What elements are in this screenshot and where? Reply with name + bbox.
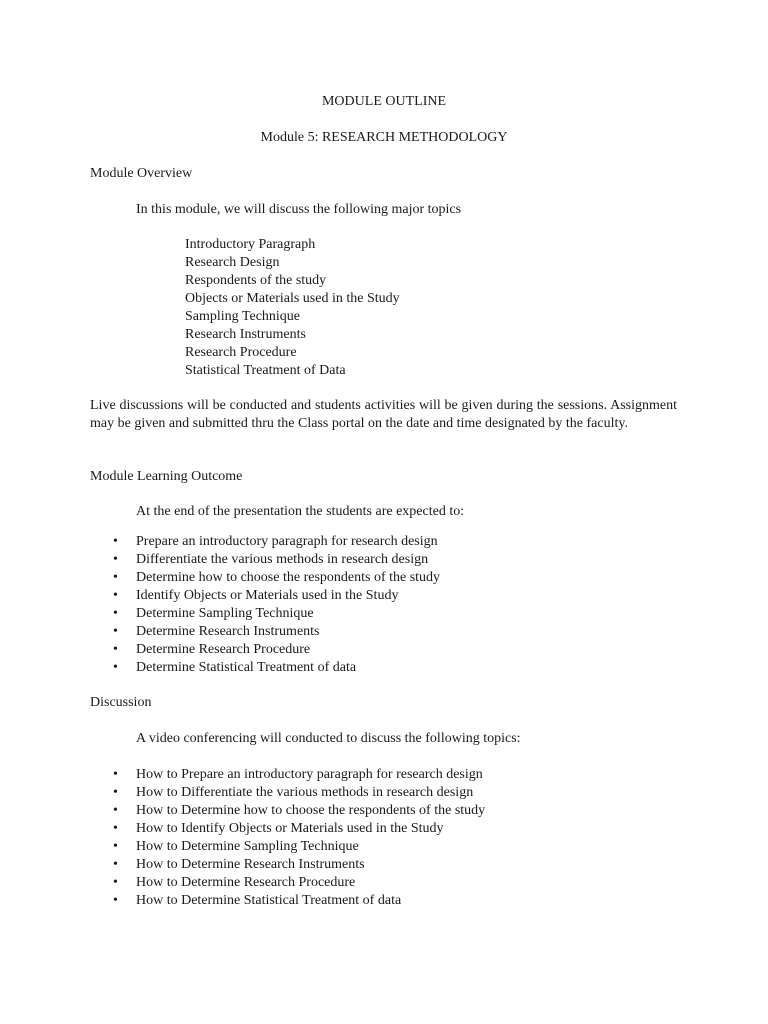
bullet-icon: • [113, 570, 118, 585]
bullet-icon: • [113, 642, 118, 657]
list-item-text: Determine how to choose the respondents of the study [136, 570, 441, 585]
bullet-icon: • [113, 552, 118, 567]
bullet-icon: • [113, 839, 118, 854]
list-item-text: How to Determine Research Instruments [136, 857, 365, 872]
overview-topic-item: Objects or Materials used in the Study [185, 291, 400, 306]
list-item-text: How to Differentiate the various methods in research design [136, 785, 474, 800]
bullet-icon: • [113, 660, 118, 675]
bullet-icon: • [113, 803, 118, 818]
list-item-text: Differentiate the various methods in research design [136, 552, 429, 567]
list-item-text: Determine Research Procedure [136, 642, 311, 657]
bullet-icon: • [113, 893, 118, 908]
overview-topic-list [185, 236, 400, 380]
overview-topic-item: Respondents of the study [185, 273, 327, 288]
overview-heading: Module Overview [90, 166, 193, 181]
learning-outcome-intro: At the end of the presentation the students are expected to: [136, 504, 465, 519]
module-title: Module 5: RESEARCH METHODOLOGY [260, 130, 508, 145]
list-item-text: How to Determine how to choose the respondents of the study [136, 803, 486, 818]
list-item-text: How to Identify Objects or Materials used in the Study [136, 821, 444, 836]
overview-topic-item: Research Procedure [185, 345, 297, 360]
overview-topic-item: Statistical Treatment of Data [185, 363, 346, 378]
list-item-text: How to Determine Sampling Technique [136, 839, 359, 854]
bullet-icon: • [113, 785, 118, 800]
list-item-text: Determine Statistical Treatment of data [136, 660, 357, 675]
discussion-intro: A video conferencing will conducted to discuss the following topics: [136, 731, 521, 746]
bullet-icon: • [113, 857, 118, 872]
list-item-text: Determine Sampling Technique [136, 606, 314, 621]
bullet-icon: • [113, 588, 118, 603]
document-title: MODULE OUTLINE [321, 94, 447, 109]
overview-topic-item: Research Instruments [185, 327, 306, 342]
list-item-text: Determine Research Instruments [136, 624, 320, 639]
overview-topic-item: Research Design [185, 255, 280, 270]
bullet-icon: • [113, 534, 118, 549]
discussion-heading: Discussion [90, 695, 152, 710]
list-item-text: How to Determine Research Procedure [136, 875, 356, 890]
bullet-icon: • [113, 767, 118, 782]
list-item-text: How to Determine Statistical Treatment of data [136, 893, 402, 908]
overview-topic-item: Introductory Paragraph [185, 237, 316, 252]
list-item-text: How to Prepare an introductory paragraph for research design [136, 767, 483, 782]
list-item-text: Prepare an introductory paragraph for research design [136, 534, 438, 549]
overview-intro: In this module, we will discuss the following major topics [136, 202, 462, 217]
bullet-icon: • [113, 821, 118, 836]
list-item-text: Identify Objects or Materials used in the Study [136, 588, 399, 603]
bullet-icon: • [113, 875, 118, 890]
bullet-icon: • [113, 606, 118, 621]
bullet-icon: • [113, 624, 118, 639]
overview-topic-item: Sampling Technique [185, 309, 301, 324]
overview-paragraph: Live discussions will be conducted and students activities will be given during the sessions. Assignment may be given and submitted thru the Class portal on the date and time designated by the faculty. [90, 398, 677, 431]
learning-outcome-heading: Module Learning Outcome [90, 469, 243, 484]
